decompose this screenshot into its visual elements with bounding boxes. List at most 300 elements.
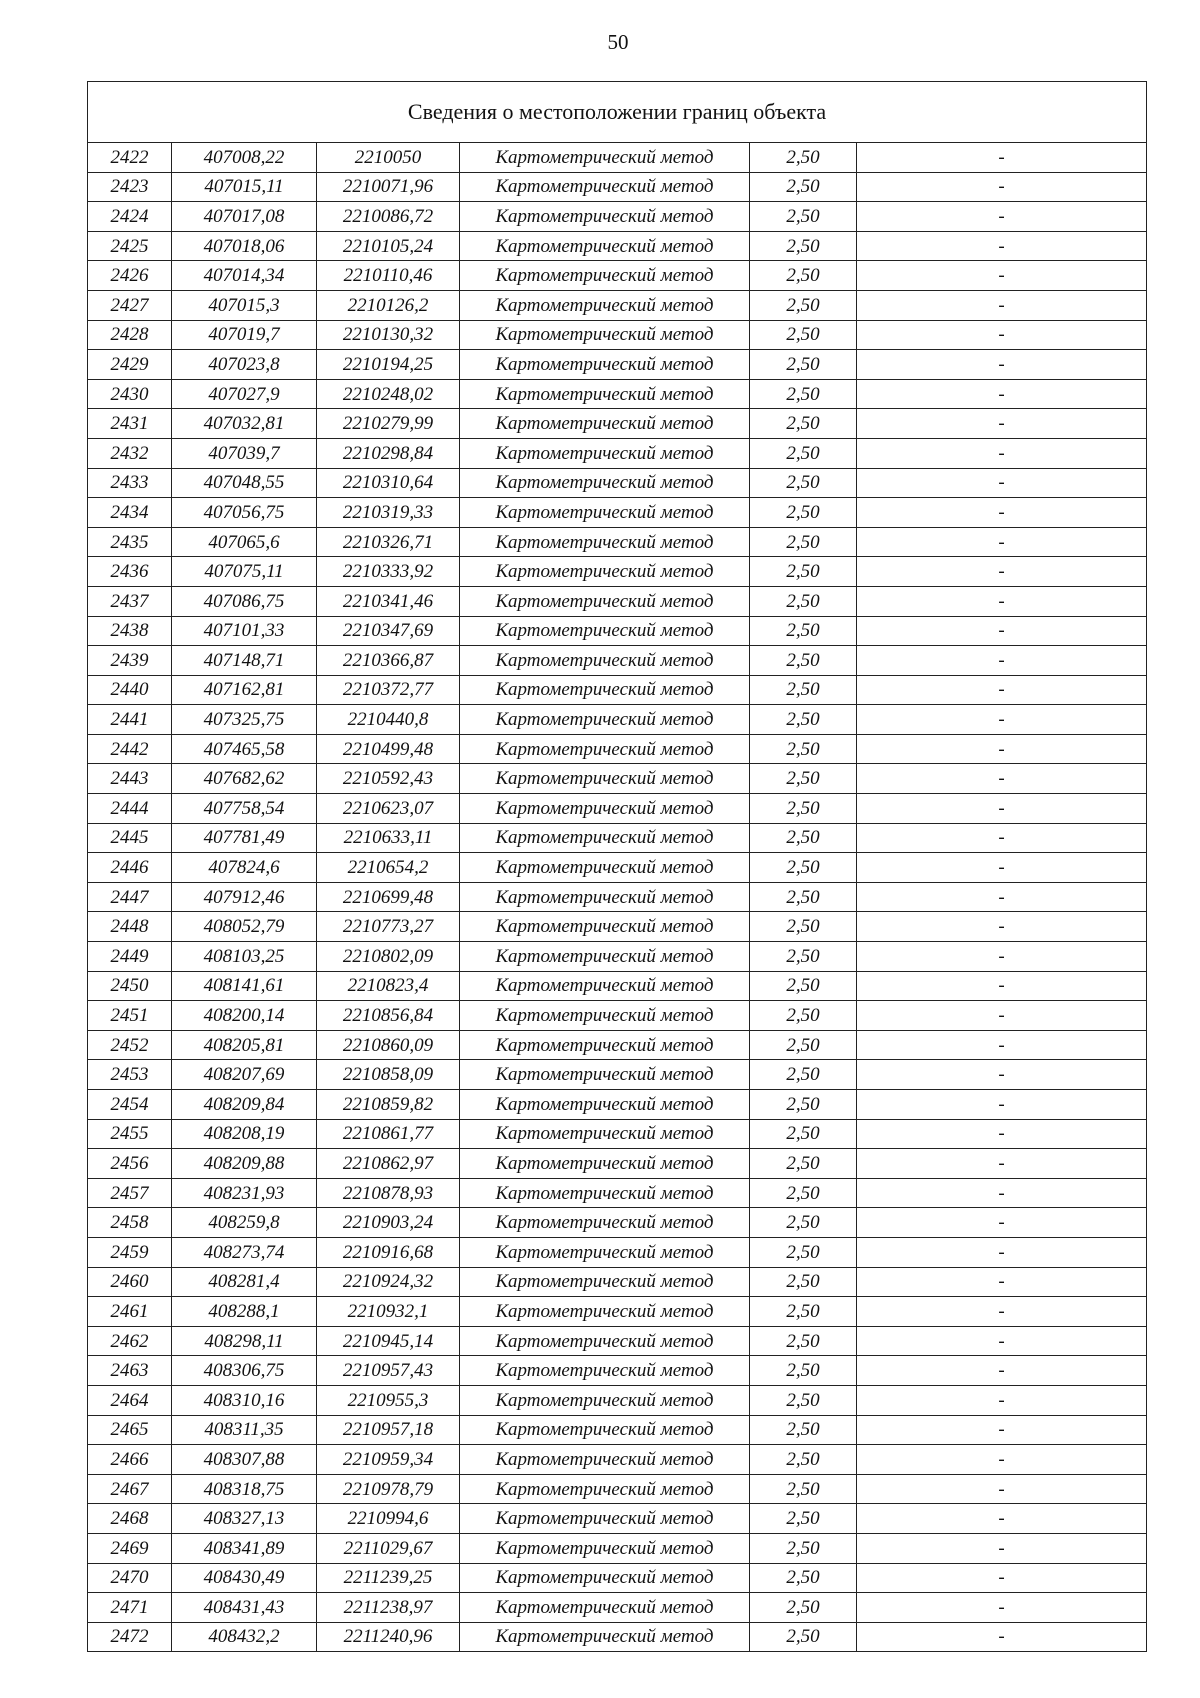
cell-description: - <box>857 764 1147 794</box>
cell-point-number: 2451 <box>88 1001 172 1031</box>
cell-description: - <box>857 1622 1147 1652</box>
cell-accuracy: 2,50 <box>750 1208 857 1238</box>
cell-point-number: 2442 <box>88 734 172 764</box>
table-row <box>88 1474 1147 1504</box>
cell-method: Картометрический метод <box>460 557 750 587</box>
table-row <box>88 942 1147 972</box>
cell-x-coordinate: 408209,84 <box>172 1090 317 1120</box>
cell-x-coordinate: 407162,81 <box>172 675 317 705</box>
cell-accuracy: 2,50 <box>750 231 857 261</box>
cell-method: Картометрический метод <box>460 1385 750 1415</box>
cell-x-coordinate: 408430,49 <box>172 1563 317 1593</box>
table-row <box>88 616 1147 646</box>
cell-accuracy: 2,50 <box>750 646 857 676</box>
cell-y-coordinate: 2210924,32 <box>317 1267 460 1297</box>
cell-accuracy: 2,50 <box>750 705 857 735</box>
cell-description: - <box>857 1178 1147 1208</box>
table-row <box>88 853 1147 883</box>
cell-accuracy: 2,50 <box>750 1237 857 1267</box>
table-row <box>88 379 1147 409</box>
cell-method: Картометрический метод <box>460 853 750 883</box>
cell-point-number: 2423 <box>88 172 172 202</box>
cell-description: - <box>857 1237 1147 1267</box>
cell-accuracy: 2,50 <box>750 1090 857 1120</box>
cell-method: Картометрический метод <box>460 882 750 912</box>
cell-y-coordinate: 2210823,4 <box>317 971 460 1001</box>
cell-point-number: 2445 <box>88 823 172 853</box>
cell-y-coordinate: 2210126,2 <box>317 290 460 320</box>
cell-accuracy: 2,50 <box>750 409 857 439</box>
cell-method: Картометрический метод <box>460 1445 750 1475</box>
cell-y-coordinate: 2210050 <box>317 143 460 173</box>
table-row <box>88 438 1147 468</box>
cell-description: - <box>857 202 1147 232</box>
cell-method: Картометрический метод <box>460 646 750 676</box>
cell-method: Картометрический метод <box>460 675 750 705</box>
cell-method: Картометрический метод <box>460 823 750 853</box>
cell-x-coordinate: 407101,33 <box>172 616 317 646</box>
table-row <box>88 1326 1147 1356</box>
cell-x-coordinate: 407758,54 <box>172 794 317 824</box>
cell-accuracy: 2,50 <box>750 853 857 883</box>
cell-x-coordinate: 407086,75 <box>172 586 317 616</box>
cell-description: - <box>857 1267 1147 1297</box>
cell-accuracy: 2,50 <box>750 1326 857 1356</box>
cell-point-number: 2462 <box>88 1326 172 1356</box>
cell-y-coordinate: 2210248,02 <box>317 379 460 409</box>
cell-y-coordinate: 2210802,09 <box>317 942 460 972</box>
cell-description: - <box>857 794 1147 824</box>
cell-description: - <box>857 1356 1147 1386</box>
cell-y-coordinate: 2210440,8 <box>317 705 460 735</box>
cell-point-number: 2461 <box>88 1297 172 1327</box>
cell-point-number: 2456 <box>88 1149 172 1179</box>
cell-method: Картометрический метод <box>460 1178 750 1208</box>
cell-point-number: 2449 <box>88 942 172 972</box>
cell-description: - <box>857 1445 1147 1475</box>
cell-description: - <box>857 1563 1147 1593</box>
cell-description: - <box>857 1001 1147 1031</box>
cell-y-coordinate: 2210130,32 <box>317 320 460 350</box>
cell-method: Картометрический метод <box>460 172 750 202</box>
table-row <box>88 912 1147 942</box>
cell-method: Картометрический метод <box>460 350 750 380</box>
cell-method: Картометрический метод <box>460 1001 750 1031</box>
cell-accuracy: 2,50 <box>750 1533 857 1563</box>
cell-x-coordinate: 407065,6 <box>172 527 317 557</box>
cell-x-coordinate: 408273,74 <box>172 1237 317 1267</box>
cell-x-coordinate: 407824,6 <box>172 853 317 883</box>
cell-y-coordinate: 2210499,48 <box>317 734 460 764</box>
cell-method: Картометрический метод <box>460 1060 750 1090</box>
cell-point-number: 2436 <box>88 557 172 587</box>
cell-description: - <box>857 1090 1147 1120</box>
cell-description: - <box>857 261 1147 291</box>
cell-y-coordinate: 2210860,09 <box>317 1030 460 1060</box>
table-row <box>88 468 1147 498</box>
cell-y-coordinate: 2210945,14 <box>317 1326 460 1356</box>
cell-x-coordinate: 407017,08 <box>172 202 317 232</box>
cell-point-number: 2426 <box>88 261 172 291</box>
cell-accuracy: 2,50 <box>750 942 857 972</box>
cell-description: - <box>857 705 1147 735</box>
cell-y-coordinate: 2210347,69 <box>317 616 460 646</box>
cell-description: - <box>857 734 1147 764</box>
cell-description: - <box>857 882 1147 912</box>
cell-method: Картометрический метод <box>460 1504 750 1534</box>
cell-x-coordinate: 407023,8 <box>172 350 317 380</box>
cell-point-number: 2459 <box>88 1237 172 1267</box>
cell-y-coordinate: 2211239,25 <box>317 1563 460 1593</box>
cell-description: - <box>857 1119 1147 1149</box>
cell-accuracy: 2,50 <box>750 1415 857 1445</box>
cell-y-coordinate: 2210298,84 <box>317 438 460 468</box>
cell-point-number: 2447 <box>88 882 172 912</box>
cell-y-coordinate: 2210105,24 <box>317 231 460 261</box>
cell-y-coordinate: 2210699,48 <box>317 882 460 912</box>
cell-description: - <box>857 409 1147 439</box>
cell-y-coordinate: 2210592,43 <box>317 764 460 794</box>
cell-y-coordinate: 2210878,93 <box>317 1178 460 1208</box>
cell-accuracy: 2,50 <box>750 675 857 705</box>
cell-x-coordinate: 407056,75 <box>172 498 317 528</box>
table-row <box>88 1267 1147 1297</box>
cell-description: - <box>857 350 1147 380</box>
table-row <box>88 527 1147 557</box>
table-row <box>88 1622 1147 1652</box>
cell-point-number: 2454 <box>88 1090 172 1120</box>
cell-accuracy: 2,50 <box>750 498 857 528</box>
cell-point-number: 2440 <box>88 675 172 705</box>
cell-method: Картометрический метод <box>460 1149 750 1179</box>
cell-x-coordinate: 407015,11 <box>172 172 317 202</box>
cell-accuracy: 2,50 <box>750 882 857 912</box>
cell-description: - <box>857 290 1147 320</box>
cell-point-number: 2460 <box>88 1267 172 1297</box>
cell-method: Картометрический метод <box>460 438 750 468</box>
cell-y-coordinate: 2210994,6 <box>317 1504 460 1534</box>
cell-method: Картометрический метод <box>460 734 750 764</box>
table-row <box>88 1208 1147 1238</box>
cell-accuracy: 2,50 <box>750 261 857 291</box>
cell-method: Картометрический метод <box>460 1356 750 1386</box>
table-row <box>88 971 1147 1001</box>
cell-description: - <box>857 1533 1147 1563</box>
cell-point-number: 2448 <box>88 912 172 942</box>
cell-x-coordinate: 408431,43 <box>172 1593 317 1623</box>
cell-description: - <box>857 231 1147 261</box>
cell-description: - <box>857 1474 1147 1504</box>
table-row <box>88 202 1147 232</box>
cell-description: - <box>857 586 1147 616</box>
cell-accuracy: 2,50 <box>750 1030 857 1060</box>
cell-x-coordinate: 407027,9 <box>172 379 317 409</box>
cell-accuracy: 2,50 <box>750 1060 857 1090</box>
table-row <box>88 1533 1147 1563</box>
cell-description: - <box>857 823 1147 853</box>
cell-x-coordinate: 407325,75 <box>172 705 317 735</box>
cell-accuracy: 2,50 <box>750 971 857 1001</box>
cell-y-coordinate: 2210279,99 <box>317 409 460 439</box>
cell-point-number: 2429 <box>88 350 172 380</box>
cell-accuracy: 2,50 <box>750 320 857 350</box>
cell-point-number: 2450 <box>88 971 172 1001</box>
table-row <box>88 675 1147 705</box>
cell-y-coordinate: 2210341,46 <box>317 586 460 616</box>
cell-y-coordinate: 2210856,84 <box>317 1001 460 1031</box>
cell-point-number: 2469 <box>88 1533 172 1563</box>
cell-point-number: 2443 <box>88 764 172 794</box>
cell-accuracy: 2,50 <box>750 1622 857 1652</box>
cell-point-number: 2441 <box>88 705 172 735</box>
cell-y-coordinate: 2210366,87 <box>317 646 460 676</box>
cell-point-number: 2444 <box>88 794 172 824</box>
cell-x-coordinate: 407075,11 <box>172 557 317 587</box>
cell-description: - <box>857 1415 1147 1445</box>
cell-point-number: 2437 <box>88 586 172 616</box>
cell-accuracy: 2,50 <box>750 172 857 202</box>
cell-method: Картометрический метод <box>460 1474 750 1504</box>
cell-accuracy: 2,50 <box>750 438 857 468</box>
cell-method: Картометрический метод <box>460 1119 750 1149</box>
cell-y-coordinate: 2211029,67 <box>317 1533 460 1563</box>
cell-y-coordinate: 2210086,72 <box>317 202 460 232</box>
cell-y-coordinate: 2210957,18 <box>317 1415 460 1445</box>
cell-x-coordinate: 408259,8 <box>172 1208 317 1238</box>
cell-accuracy: 2,50 <box>750 1563 857 1593</box>
table-row <box>88 1356 1147 1386</box>
cell-accuracy: 2,50 <box>750 1474 857 1504</box>
cell-method: Картометрический метод <box>460 143 750 173</box>
cell-method: Картометрический метод <box>460 942 750 972</box>
cell-x-coordinate: 407008,22 <box>172 143 317 173</box>
cell-method: Картометрический метод <box>460 498 750 528</box>
cell-method: Картометрический метод <box>460 1563 750 1593</box>
cell-method: Картометрический метод <box>460 379 750 409</box>
cell-y-coordinate: 2210319,33 <box>317 498 460 528</box>
cell-point-number: 2433 <box>88 468 172 498</box>
cell-method: Картометрический метод <box>460 1297 750 1327</box>
cell-accuracy: 2,50 <box>750 734 857 764</box>
cell-point-number: 2428 <box>88 320 172 350</box>
cell-y-coordinate: 2210957,43 <box>317 1356 460 1386</box>
cell-point-number: 2466 <box>88 1445 172 1475</box>
cell-accuracy: 2,50 <box>750 1504 857 1534</box>
cell-description: - <box>857 675 1147 705</box>
cell-description: - <box>857 1030 1147 1060</box>
cell-description: - <box>857 912 1147 942</box>
cell-point-number: 2457 <box>88 1178 172 1208</box>
cell-method: Картометрический метод <box>460 1237 750 1267</box>
cell-method: Картометрический метод <box>460 1622 750 1652</box>
cell-method: Картометрический метод <box>460 794 750 824</box>
cell-description: - <box>857 1326 1147 1356</box>
cell-x-coordinate: 407912,46 <box>172 882 317 912</box>
cell-point-number: 2446 <box>88 853 172 883</box>
cell-accuracy: 2,50 <box>750 557 857 587</box>
cell-description: - <box>857 379 1147 409</box>
table-row <box>88 734 1147 764</box>
table-row <box>88 1504 1147 1534</box>
boundary-table <box>87 81 1147 1652</box>
cell-description: - <box>857 616 1147 646</box>
cell-x-coordinate: 408052,79 <box>172 912 317 942</box>
cell-method: Картометрический метод <box>460 261 750 291</box>
cell-method: Картометрический метод <box>460 1326 750 1356</box>
table-row <box>88 1415 1147 1445</box>
cell-description: - <box>857 1504 1147 1534</box>
cell-description: - <box>857 1208 1147 1238</box>
table-row <box>88 290 1147 320</box>
cell-accuracy: 2,50 <box>750 350 857 380</box>
cell-x-coordinate: 407781,49 <box>172 823 317 853</box>
cell-method: Картометрический метод <box>460 468 750 498</box>
cell-x-coordinate: 408327,13 <box>172 1504 317 1534</box>
cell-y-coordinate: 2210955,3 <box>317 1385 460 1415</box>
cell-method: Картометрический метод <box>460 971 750 1001</box>
cell-point-number: 2427 <box>88 290 172 320</box>
cell-point-number: 2464 <box>88 1385 172 1415</box>
cell-accuracy: 2,50 <box>750 1593 857 1623</box>
cell-x-coordinate: 408341,89 <box>172 1533 317 1563</box>
cell-x-coordinate: 407019,7 <box>172 320 317 350</box>
cell-method: Картометрический метод <box>460 1415 750 1445</box>
table-row <box>88 586 1147 616</box>
cell-x-coordinate: 407018,06 <box>172 231 317 261</box>
table-row <box>88 1001 1147 1031</box>
table-row <box>88 823 1147 853</box>
table-row <box>88 882 1147 912</box>
cell-accuracy: 2,50 <box>750 794 857 824</box>
table-row <box>88 557 1147 587</box>
cell-point-number: 2424 <box>88 202 172 232</box>
cell-x-coordinate: 407465,58 <box>172 734 317 764</box>
cell-method: Картометрический метод <box>460 764 750 794</box>
cell-y-coordinate: 2210773,27 <box>317 912 460 942</box>
cell-x-coordinate: 408103,25 <box>172 942 317 972</box>
table-row <box>88 498 1147 528</box>
cell-point-number: 2432 <box>88 438 172 468</box>
cell-x-coordinate: 407032,81 <box>172 409 317 439</box>
cell-accuracy: 2,50 <box>750 1149 857 1179</box>
page-number: 50 <box>607 30 629 54</box>
cell-description: - <box>857 1060 1147 1090</box>
cell-point-number: 2434 <box>88 498 172 528</box>
cell-y-coordinate: 2210861,77 <box>317 1119 460 1149</box>
cell-y-coordinate: 2210903,24 <box>317 1208 460 1238</box>
table-row <box>88 1385 1147 1415</box>
cell-y-coordinate: 2210978,79 <box>317 1474 460 1504</box>
cell-method: Картометрический метод <box>460 409 750 439</box>
cell-x-coordinate: 408209,88 <box>172 1149 317 1179</box>
cell-accuracy: 2,50 <box>750 143 857 173</box>
cell-accuracy: 2,50 <box>750 1297 857 1327</box>
table-row <box>88 1237 1147 1267</box>
cell-description: - <box>857 853 1147 883</box>
cell-accuracy: 2,50 <box>750 1119 857 1149</box>
cell-y-coordinate: 2210916,68 <box>317 1237 460 1267</box>
cell-point-number: 2435 <box>88 527 172 557</box>
cell-description: - <box>857 942 1147 972</box>
cell-accuracy: 2,50 <box>750 527 857 557</box>
cell-x-coordinate: 407014,34 <box>172 261 317 291</box>
cell-y-coordinate: 2211240,96 <box>317 1622 460 1652</box>
cell-x-coordinate: 408311,35 <box>172 1415 317 1445</box>
cell-description: - <box>857 438 1147 468</box>
cell-y-coordinate: 2210623,07 <box>317 794 460 824</box>
cell-x-coordinate: 408207,69 <box>172 1060 317 1090</box>
cell-point-number: 2422 <box>88 143 172 173</box>
cell-method: Картометрический метод <box>460 320 750 350</box>
cell-method: Картометрический метод <box>460 616 750 646</box>
cell-point-number: 2452 <box>88 1030 172 1060</box>
cell-x-coordinate: 408310,16 <box>172 1385 317 1415</box>
table-row <box>88 1178 1147 1208</box>
cell-description: - <box>857 498 1147 528</box>
cell-description: - <box>857 1297 1147 1327</box>
cell-accuracy: 2,50 <box>750 1385 857 1415</box>
cell-method: Картометрический метод <box>460 1208 750 1238</box>
cell-x-coordinate: 408141,61 <box>172 971 317 1001</box>
cell-x-coordinate: 408200,14 <box>172 1001 317 1031</box>
cell-y-coordinate: 2210959,34 <box>317 1445 460 1475</box>
cell-y-coordinate: 2210932,1 <box>317 1297 460 1327</box>
cell-accuracy: 2,50 <box>750 823 857 853</box>
cell-accuracy: 2,50 <box>750 1001 857 1031</box>
cell-y-coordinate: 2210071,96 <box>317 172 460 202</box>
cell-method: Картометрический метод <box>460 1533 750 1563</box>
cell-method: Картометрический метод <box>460 527 750 557</box>
table-row <box>88 1445 1147 1475</box>
cell-y-coordinate: 2210194,25 <box>317 350 460 380</box>
table-title-row <box>88 82 1147 143</box>
cell-y-coordinate: 2211238,97 <box>317 1593 460 1623</box>
cell-y-coordinate: 2210372,77 <box>317 675 460 705</box>
table-row <box>88 1090 1147 1120</box>
cell-x-coordinate: 408432,2 <box>172 1622 317 1652</box>
cell-description: - <box>857 320 1147 350</box>
cell-method: Картометрический метод <box>460 586 750 616</box>
cell-accuracy: 2,50 <box>750 764 857 794</box>
cell-x-coordinate: 407048,55 <box>172 468 317 498</box>
cell-point-number: 2438 <box>88 616 172 646</box>
cell-point-number: 2458 <box>88 1208 172 1238</box>
cell-x-coordinate: 408307,88 <box>172 1445 317 1475</box>
cell-method: Картометрический метод <box>460 202 750 232</box>
cell-point-number: 2465 <box>88 1415 172 1445</box>
cell-x-coordinate: 407015,3 <box>172 290 317 320</box>
cell-point-number: 2455 <box>88 1119 172 1149</box>
cell-description: - <box>857 1149 1147 1179</box>
cell-x-coordinate: 408298,11 <box>172 1326 317 1356</box>
cell-y-coordinate: 2210333,92 <box>317 557 460 587</box>
cell-method: Картометрический метод <box>460 1090 750 1120</box>
cell-y-coordinate: 2210110,46 <box>317 261 460 291</box>
cell-accuracy: 2,50 <box>750 202 857 232</box>
cell-x-coordinate: 408231,93 <box>172 1178 317 1208</box>
cell-x-coordinate: 407682,62 <box>172 764 317 794</box>
cell-description: - <box>857 646 1147 676</box>
cell-point-number: 2453 <box>88 1060 172 1090</box>
cell-accuracy: 2,50 <box>750 616 857 646</box>
cell-point-number: 2468 <box>88 1504 172 1534</box>
cell-y-coordinate: 2210859,82 <box>317 1090 460 1120</box>
table-row <box>88 1030 1147 1060</box>
cell-point-number: 2425 <box>88 231 172 261</box>
cell-y-coordinate: 2210862,97 <box>317 1149 460 1179</box>
table-row <box>88 1297 1147 1327</box>
table-row <box>88 1149 1147 1179</box>
